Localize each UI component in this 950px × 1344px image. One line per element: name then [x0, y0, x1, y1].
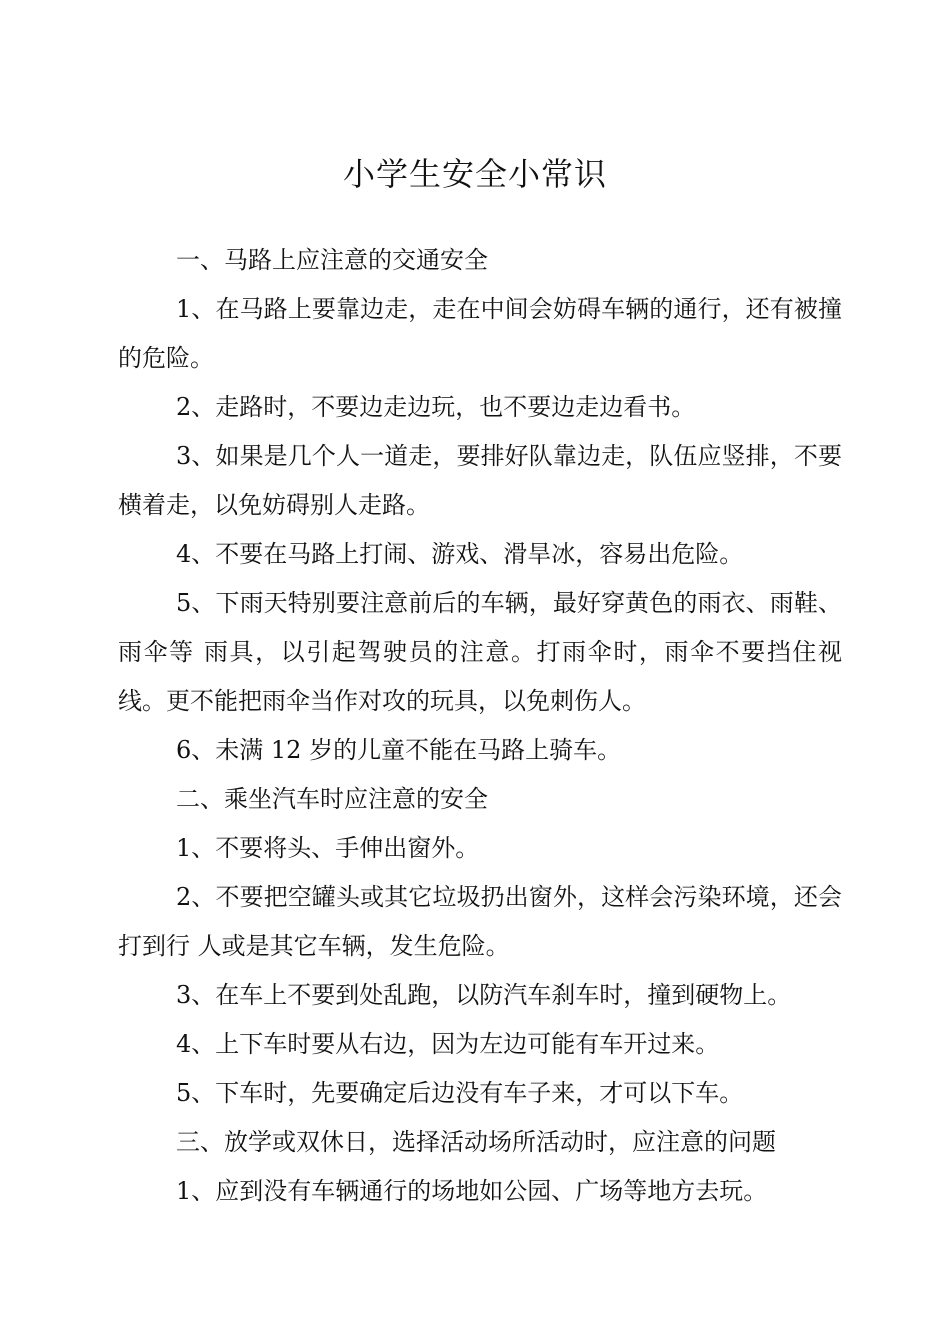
section-heading-2: 二、乘坐汽车时应注意的安全	[176, 785, 488, 813]
paragraph-1-4: 4、不要在马路上打闹、游戏、滑旱冰，容易出危险。	[176, 540, 744, 568]
document-body	[118, 236, 842, 1216]
paragraph-2-2: 2、不要把空罐头或其它垃圾扔出窗外，这样会污染环境，还会打到行 人或是其它车辆，发生危险。	[118, 883, 842, 960]
paragraph-1-2: 2、走路时，不要边走边玩，也不要边走边看书。	[176, 393, 696, 421]
paragraph-2-5: 5、下车时，先要确定后边没有车子来，才可以下车。	[176, 1079, 744, 1107]
paragraph-2-1: 1、不要将头、手伸出窗外。	[176, 834, 480, 862]
document-title: 小学生安全小常识	[342, 155, 607, 193]
paragraph-2-4: 4、上下车时要从右边，因为左边可能有车开过来。	[176, 1030, 720, 1058]
paragraph-2-3: 3、在车上不要到处乱跑，以防汽车刹车时，撞到硬物上。	[176, 981, 792, 1009]
paragraph-1-5: 5、下雨天特别要注意前后的车辆，最好穿黄色的雨衣、雨鞋、雨伞等 雨具，以引起驾驶员的注意。打雨伞时，雨伞不要挡住视线。更不能把雨伞当作对攻的玩具，以免刺伤人。	[118, 589, 842, 715]
section-heading-3: 三、放学或双休日，选择活动场所活动时，应注意的问题	[176, 1128, 776, 1156]
paragraph-3-1: 1、应到没有车辆通行的场地如公园、广场等地方去玩。	[176, 1177, 768, 1205]
paragraph-1-3: 3、如果是几个人一道走，要排好队靠边走，队伍应竖排，不要横着走，以免妨碍别人走路。	[118, 442, 842, 519]
paragraph-1-6: 6、未满 12 岁的儿童不能在马路上骑车。	[176, 736, 622, 764]
section-heading-1: 一、马路上应注意的交通安全	[176, 246, 488, 274]
paragraph-1-1: 1、在马路上要靠边走，走在中间会妨碍车辆的通行，还有被撞的危险。	[118, 295, 842, 372]
